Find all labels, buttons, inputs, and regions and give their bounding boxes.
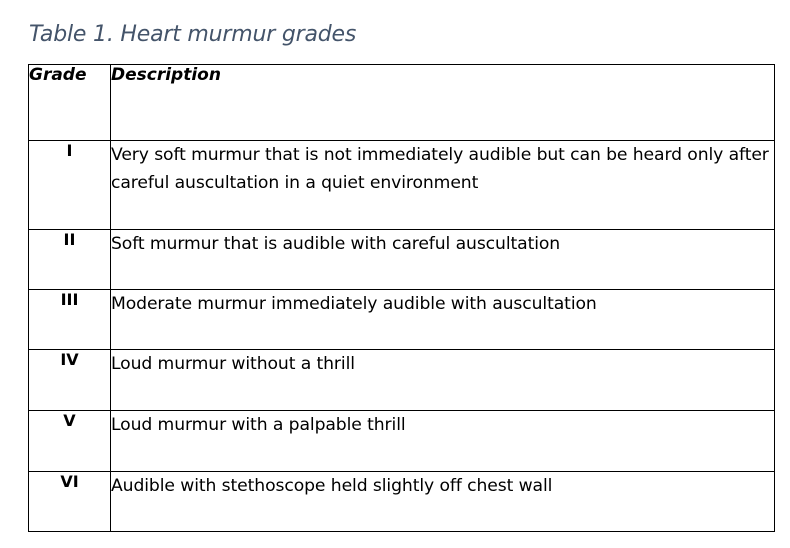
murmur-grades-table — [28, 64, 775, 532]
description-cell: Loud murmur without a thrill — [111, 350, 775, 411]
description-cell: Loud murmur with a palpable thrill — [111, 411, 775, 472]
table-row — [29, 472, 775, 532]
grade-cell: III — [29, 290, 111, 350]
grade-column-header: Grade — [29, 65, 111, 141]
description-cell: Moderate murmur immediately audible with auscultation — [111, 290, 775, 350]
description-cell: Soft murmur that is audible with careful auscultation — [111, 230, 775, 290]
table-row — [29, 230, 775, 290]
description-cell: Very soft murmur that is not immediately audible but can be heard only after careful auscultation in a quiet environment — [111, 141, 775, 230]
description-cell: Audible with stethoscope held slightly off chest wall — [111, 472, 775, 532]
grade-cell: II — [29, 230, 111, 290]
grade-cell: IV — [29, 350, 111, 411]
table-header-row — [29, 65, 775, 141]
table-row — [29, 141, 775, 230]
table-row — [29, 290, 775, 350]
table-caption: Table 1. Heart murmur grades — [29, 22, 357, 47]
table-row — [29, 350, 775, 411]
grade-cell: V — [29, 411, 111, 472]
table-row — [29, 411, 775, 472]
grade-cell: I — [29, 141, 111, 230]
grade-cell: VI — [29, 472, 111, 532]
description-column-header: Description — [111, 65, 775, 141]
